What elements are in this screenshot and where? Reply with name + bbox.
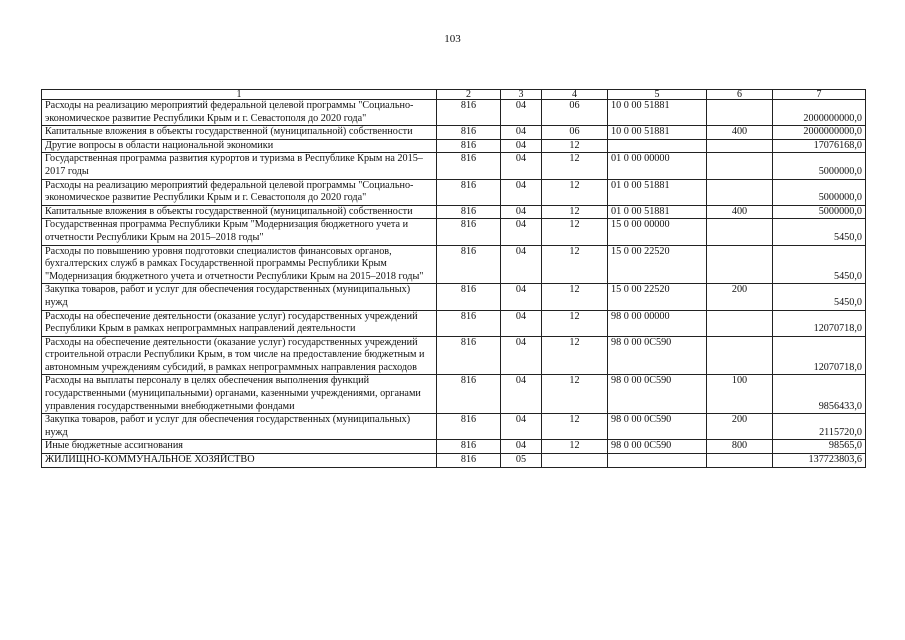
- section-code-cell: 04: [501, 219, 542, 245]
- target-article-cell: 98 0 00 0С590: [608, 414, 707, 440]
- expense-type-cell: [707, 179, 773, 205]
- subsection-code-cell: 12: [542, 205, 608, 219]
- budget-table: [41, 89, 866, 468]
- subsection-code-cell: 12: [542, 310, 608, 336]
- subsection-code-cell: 12: [542, 139, 608, 153]
- item-name-cell: Расходы на обеспечение деятельности (оказание услуг) государственных учреждений строительной отрасли Республики Крым, в том числе на предоставление бюджетным и автономным учреждениям субсидий, в рамках непрограммных направления расходов: [42, 336, 437, 375]
- section-code-cell: 04: [501, 310, 542, 336]
- budget-table-body: [42, 90, 866, 468]
- target-article-cell: 10 0 00 51881: [608, 100, 707, 126]
- target-article-cell: 01 0 00 51881: [608, 179, 707, 205]
- amount-cell: 5000000,0: [773, 153, 866, 179]
- expense-type-cell: [707, 153, 773, 179]
- item-name-cell: Расходы на обеспечение деятельности (оказание услуг) государственных учреждений Республики Крым в рамках непрограммных направлений деятельности: [42, 310, 437, 336]
- section-code-cell: 04: [501, 336, 542, 375]
- ministry-code-cell: 816: [437, 100, 501, 126]
- item-name-cell: Расходы на реализацию мероприятий федеральной целевой программы "Социально-экономическое развитие Республики Крым и г. Севастополя до 2020 года": [42, 100, 437, 126]
- amount-cell: 5450,0: [773, 284, 866, 310]
- section-code-cell: 04: [501, 179, 542, 205]
- ministry-code-cell: 816: [437, 139, 501, 153]
- section-code-cell: 04: [501, 126, 542, 140]
- ministry-code-cell: 816: [437, 375, 501, 414]
- amount-cell: 5000000,0: [773, 205, 866, 219]
- expense-type-cell: 800: [707, 440, 773, 454]
- table-row: [42, 139, 866, 153]
- section-code-cell: 04: [501, 284, 542, 310]
- expense-type-cell: [707, 310, 773, 336]
- item-name-cell: Капитальные вложения в объекты государственной (муниципальной) собственности: [42, 126, 437, 140]
- table-row: [42, 153, 866, 179]
- target-article-cell: 10 0 00 51881: [608, 126, 707, 140]
- section-code-cell: 04: [501, 100, 542, 126]
- table-row: [42, 310, 866, 336]
- target-article-cell: 01 0 00 51881: [608, 205, 707, 219]
- ministry-code-cell: 816: [437, 284, 501, 310]
- column-header: 1: [42, 90, 437, 100]
- section-code-cell: 04: [501, 139, 542, 153]
- subsection-code-cell: 06: [542, 126, 608, 140]
- section-code-cell: 04: [501, 375, 542, 414]
- amount-cell: 137723803,6: [773, 454, 866, 468]
- ministry-code-cell: 816: [437, 205, 501, 219]
- item-name-cell: Закупка товаров, работ и услуг для обеспечения государственных (муниципальных) нужд: [42, 284, 437, 310]
- ministry-code-cell: 816: [437, 219, 501, 245]
- table-row: [42, 100, 866, 126]
- target-article-cell: 15 0 00 00000: [608, 219, 707, 245]
- target-article-cell: 98 0 00 00000: [608, 310, 707, 336]
- page-number: 103: [444, 33, 461, 45]
- section-code-cell: 05: [501, 454, 542, 468]
- item-name-cell: Капитальные вложения в объекты государственной (муниципальной) собственности: [42, 205, 437, 219]
- column-header: 5: [608, 90, 707, 100]
- expense-type-cell: 100: [707, 375, 773, 414]
- column-header: 4: [542, 90, 608, 100]
- column-header: 6: [707, 90, 773, 100]
- subsection-code-cell: 12: [542, 284, 608, 310]
- table-row: [42, 375, 866, 414]
- subsection-code-cell: [542, 454, 608, 468]
- subsection-code-cell: 12: [542, 153, 608, 179]
- amount-cell: 5450,0: [773, 245, 866, 284]
- item-name-cell: Расходы по повышению уровня подготовки специалистов финансовых органов, бухгалтерских служб в рамках Государственной программы Республики Крым "Модернизация бюджетного учета и отчетности Республики Крым на 2015–2018 годы": [42, 245, 437, 284]
- column-header: 2: [437, 90, 501, 100]
- expense-type-cell: [707, 100, 773, 126]
- column-header: 3: [501, 90, 542, 100]
- item-name-cell: Государственная программа Республики Крым "Модернизация бюджетного учета и отчетности Республики Крым на 2015–2018 годы": [42, 219, 437, 245]
- item-name-cell: Расходы на реализацию мероприятий федеральной целевой программы "Социально-экономическое развитие Республики Крым и г. Севастополя до 2020 года": [42, 179, 437, 205]
- item-name-cell: Иные бюджетные ассигнования: [42, 440, 437, 454]
- subsection-code-cell: 12: [542, 414, 608, 440]
- subsection-code-cell: 12: [542, 375, 608, 414]
- expense-type-cell: [707, 336, 773, 375]
- target-article-cell: [608, 139, 707, 153]
- table-row: [42, 414, 866, 440]
- table-row: [42, 454, 866, 468]
- item-name-cell: Расходы на выплаты персоналу в целях обеспечения выполнения функций государственными (муниципальными) органами, казенными учреждениями, органами управления государственными внебюджетными фондами: [42, 375, 437, 414]
- amount-cell: 5000000,0: [773, 179, 866, 205]
- item-name-cell: Другие вопросы в области национальной экономики: [42, 139, 437, 153]
- section-code-cell: 04: [501, 245, 542, 284]
- table-row: [42, 205, 866, 219]
- table-row: [42, 126, 866, 140]
- item-name-cell: Закупка товаров, работ и услуг для обеспечения государственных (муниципальных) нужд: [42, 414, 437, 440]
- table-row: [42, 284, 866, 310]
- target-article-cell: 01 0 00 00000: [608, 153, 707, 179]
- table-row: [42, 440, 866, 454]
- ministry-code-cell: 816: [437, 153, 501, 179]
- amount-cell: 9856433,0: [773, 375, 866, 414]
- table-header-row: [42, 90, 866, 100]
- section-code-cell: 04: [501, 440, 542, 454]
- subsection-code-cell: 12: [542, 440, 608, 454]
- section-code-cell: 04: [501, 414, 542, 440]
- expense-type-cell: 200: [707, 414, 773, 440]
- target-article-cell: 15 0 00 22520: [608, 284, 707, 310]
- table-row: [42, 219, 866, 245]
- ministry-code-cell: 816: [437, 245, 501, 284]
- amount-cell: 5450,0: [773, 219, 866, 245]
- target-article-cell: 98 0 00 0С590: [608, 440, 707, 454]
- expense-type-cell: [707, 454, 773, 468]
- subsection-code-cell: 06: [542, 100, 608, 126]
- column-header: 7: [773, 90, 866, 100]
- amount-cell: 12070718,0: [773, 336, 866, 375]
- ministry-code-cell: 816: [437, 179, 501, 205]
- target-article-cell: 15 0 00 22520: [608, 245, 707, 284]
- subsection-code-cell: 12: [542, 219, 608, 245]
- target-article-cell: 98 0 00 0С590: [608, 336, 707, 375]
- ministry-code-cell: 816: [437, 454, 501, 468]
- expense-type-cell: [707, 219, 773, 245]
- ministry-code-cell: 816: [437, 126, 501, 140]
- target-article-cell: 98 0 00 0С590: [608, 375, 707, 414]
- expense-type-cell: 400: [707, 126, 773, 140]
- section-code-cell: 04: [501, 205, 542, 219]
- ministry-code-cell: 816: [437, 414, 501, 440]
- expense-type-cell: 200: [707, 284, 773, 310]
- expense-type-cell: [707, 139, 773, 153]
- section-code-cell: 04: [501, 153, 542, 179]
- amount-cell: 98565,0: [773, 440, 866, 454]
- item-name-cell: ЖИЛИЩНО-КОММУНАЛЬНОЕ ХОЗЯЙСТВО: [42, 454, 437, 468]
- ministry-code-cell: 816: [437, 310, 501, 336]
- subsection-code-cell: 12: [542, 336, 608, 375]
- table-row: [42, 179, 866, 205]
- expense-type-cell: [707, 245, 773, 284]
- ministry-code-cell: 816: [437, 336, 501, 375]
- table-row: [42, 245, 866, 284]
- amount-cell: 2000000000,0: [773, 126, 866, 140]
- subsection-code-cell: 12: [542, 245, 608, 284]
- ministry-code-cell: 816: [437, 440, 501, 454]
- amount-cell: 12070718,0: [773, 310, 866, 336]
- expense-type-cell: 400: [707, 205, 773, 219]
- amount-cell: 2000000000,0: [773, 100, 866, 126]
- amount-cell: 17076168,0: [773, 139, 866, 153]
- table-row: [42, 336, 866, 375]
- target-article-cell: [608, 454, 707, 468]
- amount-cell: 2115720,0: [773, 414, 866, 440]
- item-name-cell: Государственная программа развития курортов и туризма в Республике Крым на 2015–2017 годы: [42, 153, 437, 179]
- subsection-code-cell: 12: [542, 179, 608, 205]
